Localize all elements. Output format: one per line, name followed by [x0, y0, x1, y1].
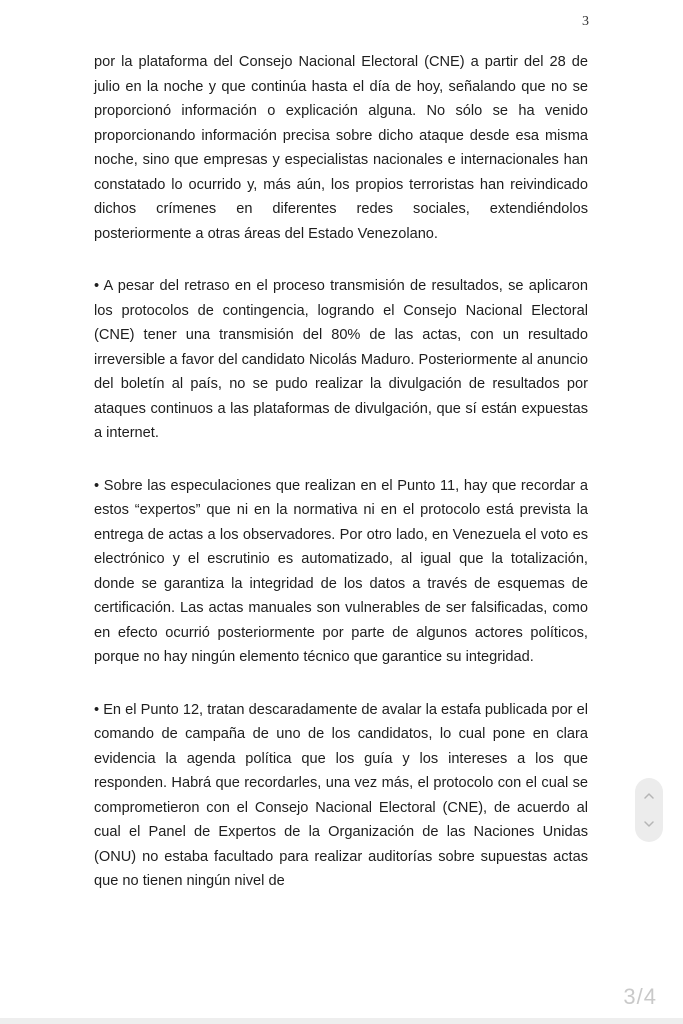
scroll-up-button[interactable] [635, 782, 663, 810]
bottom-bar [0, 1018, 683, 1024]
paragraph: • Sobre las especulaciones que realizan en el Punto 11, hay que recordar a estos “expertos” que ni en la normativa ni en el protocolo está prevista la entrega de actas a los observadores. Por otro lado, en Venezuela el voto es electrónico y el escrutinio es automatizado, al igual que la totalización, donde se garantiza la integridad de los datos a través de esquemas de certificación. Las actas manuales son vulnerables de ser falsificadas, como en efecto ocurrió posteriormente por parte de algunos actores políticos, porque no hay ningún elemento técnico que garantice su integridad. [94, 477, 588, 665]
page-scroll-widget [635, 778, 663, 842]
paragraph: por la plataforma del Consejo Nacional Electoral (CNE) a partir del 28 de julio en la noche y que continúa hasta el día de hoy, señalando que no se proporcionó información o explicación alguna. No sólo se ha venido proporcionando información precisa sobre dicho ataque desde esa misma noche, sino que empresas y especialistas nacionales e internacionales han constatado lo ocurrido y, más aún, los propios terroristas han reivindicado dichos crímenes en diferentes redes sociales, extendiéndolos posteriormente a otras áreas del Estado Venezolano. [94, 54, 588, 242]
paragraph: • A pesar del retraso en el proceso transmisión de resultados, se aplicaron los protocolos de contingencia, logrando el Consejo Nacional Electoral (CNE) tener una transmisión del 80% de las actas, con un resultado irreversible a favor del candidato Nicolás Maduro. Posteriormente al anuncio del boletín al país, no se pudo realizar la divulgación de resultados por ataques continuos a las plataformas de divulgación, que sí están expuestas a internet. [94, 278, 589, 441]
chevron-down-icon [643, 818, 655, 830]
page-indicator: 3/4 [623, 984, 657, 1009]
document-body [94, 50, 588, 894]
page-number: 3 [582, 14, 589, 29]
paragraph: • En el Punto 12, tratan descaradamente de avalar la estafa publicada por el comando de campaña de uno de los candidatos, lo cual pone en clara evidencia la agenda política que los guía y los intereses a los que responden. Habrá que recordarles, una vez más, el protocolo con el cual se comprometieron con el Consejo Nacional Electoral (CNE), de acuerdo al cual el Panel de Expertos de la Organización de las Naciones Unidas (ONU) no estaba facultado para realizar auditorías sobre supuestas actas que no tienen ningún nivel de [94, 701, 588, 889]
scroll-down-button[interactable] [635, 810, 663, 838]
chevron-up-icon [643, 790, 655, 802]
